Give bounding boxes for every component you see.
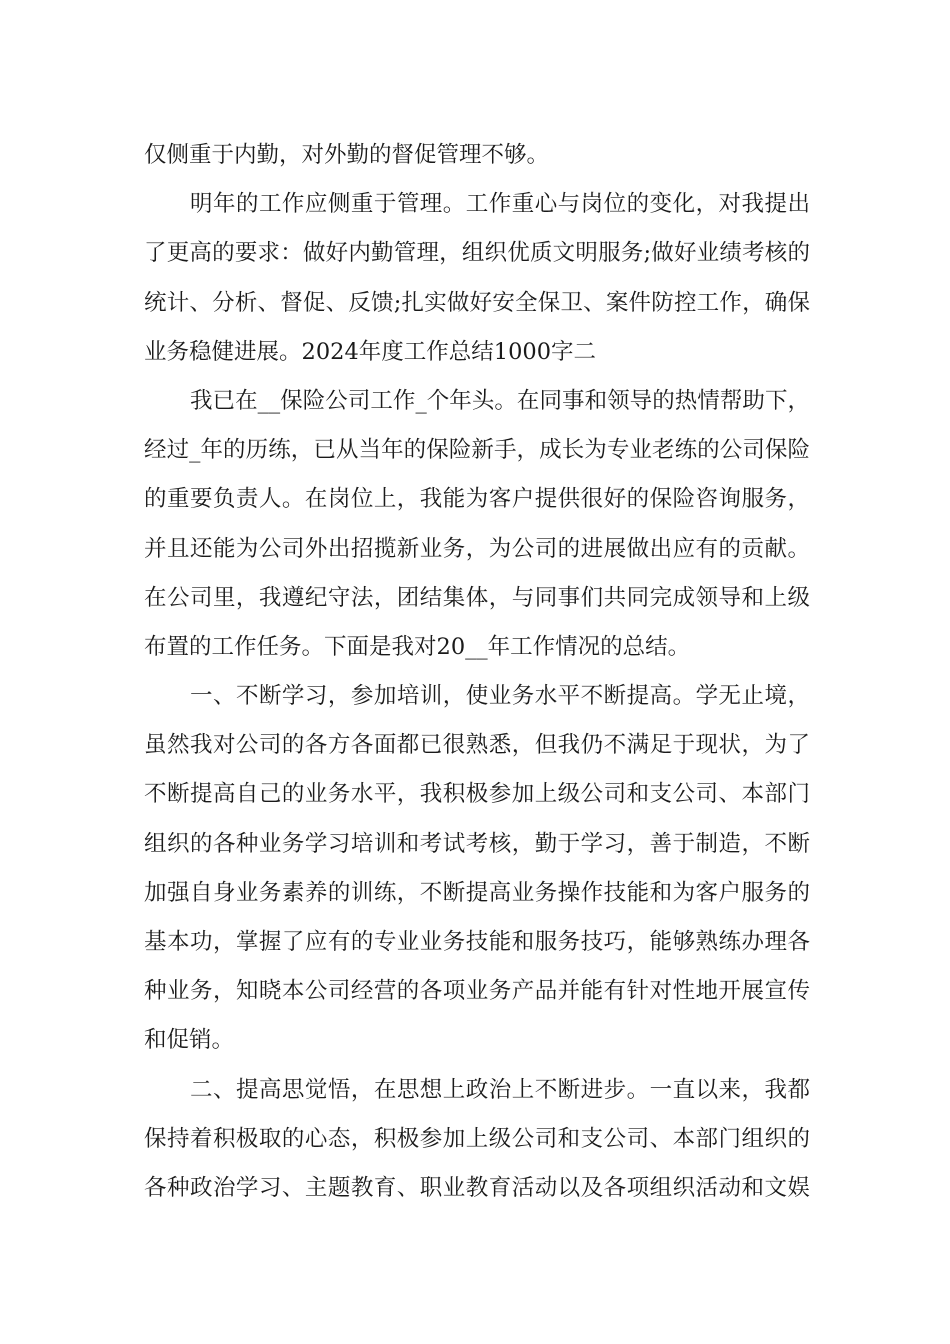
text-line: 各种政治学习、主题教育、职业教育活动以及各项组织活动和文娱 bbox=[144, 1174, 810, 1201]
text-line: 了更高的要求：做好内勤管理，组织优质文明服务;做好业绩考核的 bbox=[144, 240, 810, 267]
text-line: 和促销。 bbox=[144, 1027, 235, 1054]
text-line: 统计、分析、督促、反馈;扎实做好安全保卫、案件防控工作，确保 bbox=[144, 289, 810, 316]
text-line: 我已在__保险公司工作_个年头。在同事和领导的热情帮助下， bbox=[190, 387, 810, 414]
text-line: 不断提高自己的业务水平，我积极参加上级公司和支公司、本部门 bbox=[144, 781, 810, 808]
text-line: 明年的工作应侧重于管理。工作重心与岗位的变化，对我提出 bbox=[190, 191, 810, 218]
text-line: 并且还能为公司外出招揽新业务，为公司的进展做出应有的贡献。 bbox=[144, 535, 810, 562]
text-line: 业务稳健进展。2024年度工作总结1000字二 bbox=[144, 338, 597, 365]
text-line: 二、提高思觉悟，在思想上政治上不断进步。一直以来，我都 bbox=[190, 1076, 810, 1103]
text-line: 布置的工作任务。下面是我对20__年工作情况的总结。 bbox=[144, 633, 691, 660]
text-line: 组织的各种业务学习培训和考试考核，勤于学习，善于制造，不断 bbox=[144, 830, 810, 857]
text-line: 在公司里，我遵纪守法，团结集体，与同事们共同完成领导和上级 bbox=[144, 584, 810, 611]
text-line: 基本功，掌握了应有的专业业务技能和服务技巧，能够熟练办理各 bbox=[144, 929, 810, 955]
text-line: 加强自身业务素养的训练，不断提高业务操作技能和为客户服务的 bbox=[144, 879, 810, 906]
text-line: 的重要负责人。在岗位上，我能为客户提供很好的保险咨询服务， bbox=[144, 486, 810, 513]
text-line: 经过_年的历练，已从当年的保险新手，成长为专业老练的公司保险 bbox=[144, 437, 810, 464]
text-line: 虽然我对公司的各方各面都已很熟悉，但我仍不满足于现状，为了 bbox=[144, 732, 810, 759]
text-line: 种业务，知晓本公司经营的各项业务产品并能有针对性地开展宣传 bbox=[144, 978, 810, 1005]
text-line: 仅侧重于内勤，对外勤的督促管理不够。 bbox=[144, 142, 550, 168]
text-line: 保持着积极取的心态，积极参加上级公司和支公司、本部门组织的 bbox=[144, 1125, 810, 1152]
document-body bbox=[144, 131, 810, 1213]
text-line: 一、不断学习，参加培训，使业务水平不断提高。学无止境， bbox=[190, 683, 810, 710]
